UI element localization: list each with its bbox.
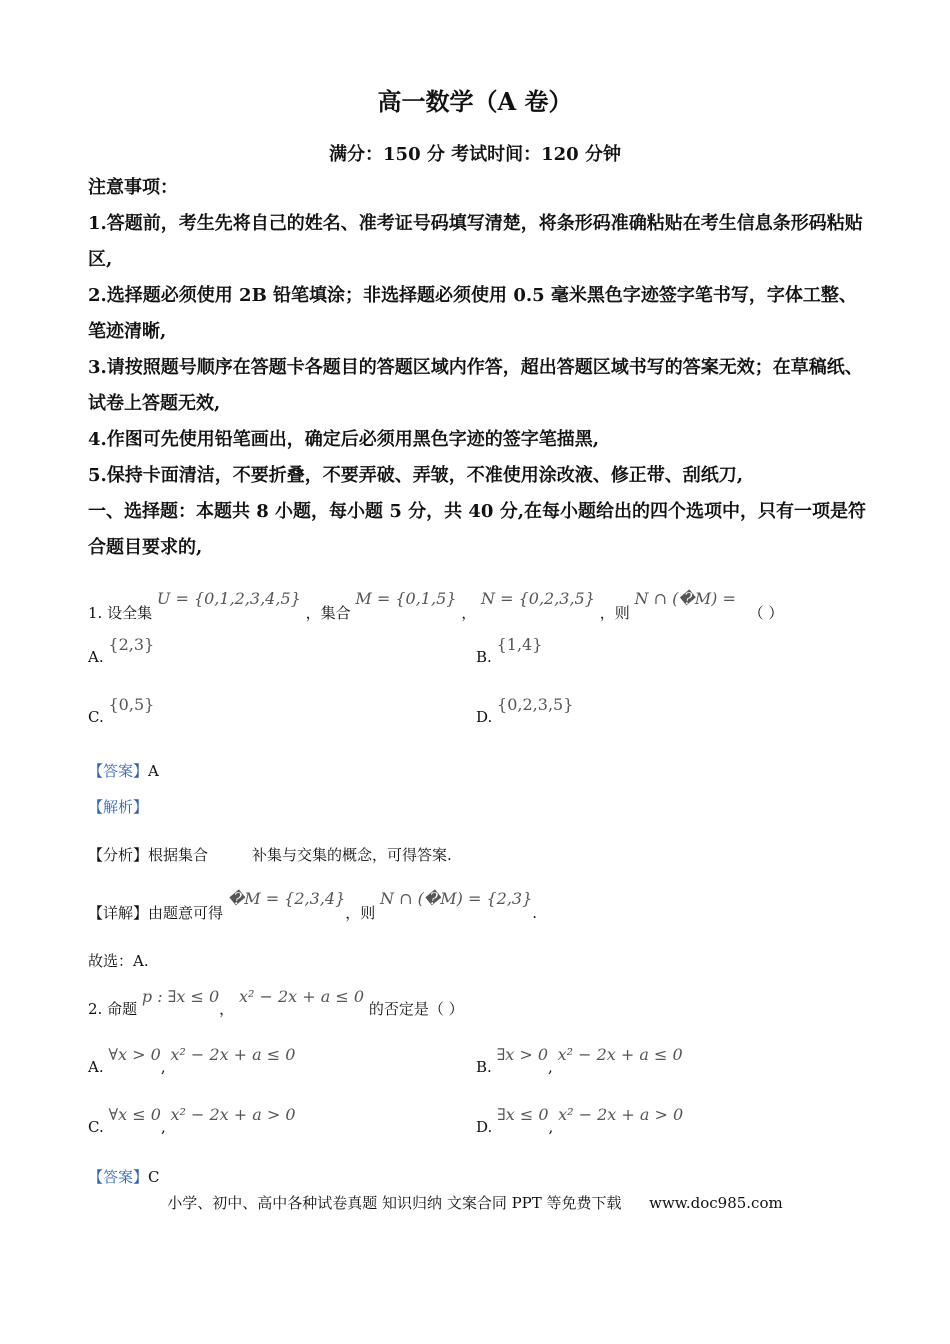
q2-option-a: A. ∀x > 0, x² − 2x + a ≤ 0 [88,1045,296,1076]
q1-option-b [476,635,543,668]
q2-inequality: x² − 2x + a ≤ 0 [238,987,365,1006]
detail-expr-1: �M = {2,3,4} [227,889,346,908]
q2-option-c: C. ∀x ≤ 0, x² − 2x + a > 0 [88,1105,296,1136]
q1-conclusion: 故选：A. [88,952,149,970]
q1-paren: （ ） [748,604,784,622]
q1-expr: N ∩ (�M) = [634,589,736,608]
q2-option-b: B. ∃x > 0, x² − 2x + a ≤ 0 [476,1045,683,1076]
notes-heading: 注意事项： [88,177,178,198]
fenxi-tag: 【分析】 [88,846,149,864]
note-item-5: 5.保持卡面清洁，不要折叠，不要弄破、弄皱，不准使用涂改液、修正带、刮纸刀, [88,465,744,486]
q1-b-label: B. [476,648,492,666]
q1-option-d [476,695,574,728]
note-item-3: 3.请按照题号顺序在答题卡各题目的答题区域内作答，超出答题区域书写的答案无效；在草稿纸、试卷上答题无效, [88,357,863,414]
question-1-stem [88,589,784,624]
q2-suffix: 的否定是（ ） [368,1000,464,1018]
q2-option-d: D. ∃x ≤ 0, x² − 2x + a > 0 [476,1105,684,1136]
q2-d-inequality: x² − 2x + a > 0 [558,1105,684,1124]
q1-c-label: C. [88,708,104,726]
q1-c-value: {0,5} [108,695,155,714]
q2-b-quantifier: ∃x > 0 [496,1045,549,1064]
fenxi-text-a: 根据集合 [148,846,209,864]
q2-proposition: p : ∃x ≤ 0 [141,987,220,1006]
q2-c-quantifier: ∀x ≤ 0 [108,1105,161,1124]
fenxi-text-b: 补集与交集的概念，可得答案. [252,846,452,864]
q2-c-inequality: x² − 2x + a > 0 [170,1105,296,1124]
q1-mid3: ，则 [599,604,630,622]
note-item-1: 1.答题前，考生先将自己的姓名、准考证号码填写清楚，将条形码准确粘贴在考生信息条形码粘贴区, [88,213,863,270]
q1-set-m: M = {0,1,5} [355,589,457,608]
q1-answer [88,760,159,782]
page-subtitle: 满分：150 分 考试时间：120 分钟 [329,144,621,165]
q1-detail [88,889,538,924]
answer-value: A [148,762,159,780]
q2-d-label: D. [476,1118,493,1136]
q1-prefix: 1. 设全集 [88,604,153,622]
note-item-2: 2.选择题必须使用 2B 铅笔填涂；非选择题必须使用 0.5 毫米黑色字迹签字笔书写，字体工整、笔迹清晰, [88,285,857,342]
q2-answer [88,1166,160,1188]
question-2-stem [88,987,464,1020]
q2-a-inequality: x² − 2x + a ≤ 0 [170,1045,296,1064]
detail-text-c: . [532,904,538,922]
q1-fenxi [88,844,452,866]
q1-mid1: ，集合 [305,604,351,622]
q2-answer-tag: 【答案】 [88,1168,149,1186]
detail-text-a: 由题意可得 [148,904,224,922]
q1-d-value: {0,2,3,5} [497,695,574,714]
q2-answer-value: C [148,1168,160,1186]
note-item-4: 4.作图可先使用铅笔画出，确定后必须用黑色字迹的签字笔描黑, [88,429,600,450]
q2-c-label: C. [88,1118,104,1136]
q2-comma: ， [219,1000,235,1018]
detail-text-b: ，则 [345,904,376,922]
q1-set-u: U = {0,1,2,3,4,5} [156,589,301,608]
q1-option-a [88,635,155,668]
q2-a-label: A. [88,1058,104,1076]
page-title: 高一数学（A 卷） [377,87,573,116]
detail-tag: 【详解】 [88,904,149,922]
footer-text: 小学、初中、高中各种试卷真题 知识归纳 文案合同 PPT 等免费下载 [167,1194,622,1212]
q1-a-value: {2,3} [108,635,155,654]
q1-d-label: D. [476,708,493,726]
q2-prefix: 2. 命题 [88,1000,138,1018]
q1-a-label: A. [88,648,104,666]
analysis-tag: 【解析】 [88,798,149,816]
q1-option-c [88,695,155,728]
q1-set-n: N = {0,2,3,5} [481,589,595,608]
q2-b-label: B. [476,1058,492,1076]
page-footer [0,1192,950,1213]
q1-b-value: {1,4} [496,635,543,654]
q1-mid2: ， [461,604,477,622]
answer-tag: 【答案】 [88,762,149,780]
q2-d-quantifier: ∃x ≤ 0 [497,1105,549,1124]
q1-analysis [88,796,148,818]
q2-a-quantifier: ∀x > 0 [108,1045,161,1064]
detail-expr-2: N ∩ (�M) = {2,3} [380,889,533,908]
footer-url[interactable]: www.doc985.com [649,1194,783,1212]
section-heading: 一、选择题：本题共 8 小题，每小题 5 分，共 40 分,在每小题给出的四个选项中，只有一项是符合题目要求的, [88,501,866,558]
q2-b-inequality: x² − 2x + a ≤ 0 [557,1045,683,1064]
